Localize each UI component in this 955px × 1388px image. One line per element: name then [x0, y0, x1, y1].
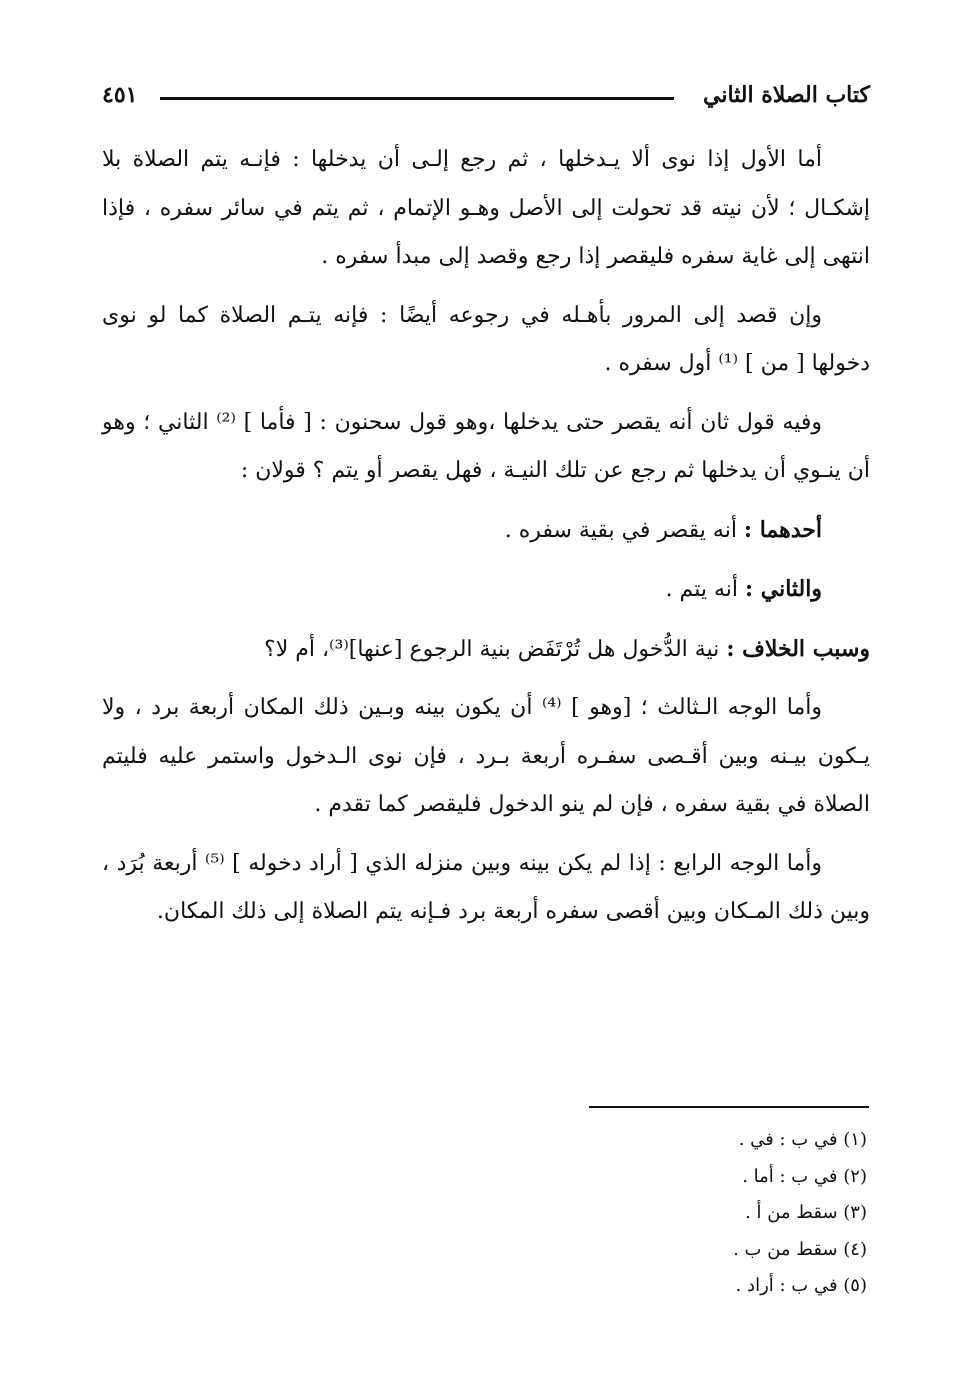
- footnote-3: (٣) سقط من أ .: [745, 1202, 867, 1223]
- page-number: ٤٥١: [102, 82, 138, 108]
- footnote-2: (٢) في ب : أما .: [742, 1165, 867, 1187]
- paragraph-4: [102, 506, 870, 556]
- paragraph-5-text: أنه يتم .: [665, 577, 745, 602]
- body-text: [102, 136, 870, 947]
- paragraph-1: أما الأول إذا نوى ألا يـدخلها ، ثم رجع إلـى أن يدخلها : فإنـه يتم الصلاة بلا إشكـال ؛ لأن نيته قد تحولت إلى الأصل وهـو الإتمام ، ثم يتم في سائر سفره ، فإذا انتهى إلى غاية سفره فليقصر إذا رجع وقصد إلى مبدأ سفره .: [102, 147, 870, 269]
- paragraph-3: وفيه قول ثان أنه يقصر حتى يدخلها ،وهو قول سحنون : [ فأما ] ⁽²⁾ الثاني ؛ وهو أن ينـوي أن يدخلها ثم رجع عن تلك النيـة ، فهل يقصر أو يتم ؟ قولان :: [102, 409, 870, 483]
- paragraph-5: [102, 565, 870, 615]
- paragraph-7: وأما الوجه الـثالث ؛ [وهو ] ⁽⁴⁾ أن يكون بينه وبـين ذلك المكان أربعة برد ، ولا يـكون بيـنه وبين أقـصى سفـره أربعة بـرد ، فإن نوى الـدخول واستمر عليه فليتم الصلاة في بقية سفره ، فإن لم ينو الدخول فليقصر كما تقدم .: [102, 695, 870, 817]
- footnote-5: (٥) في ب : أراد .: [735, 1275, 867, 1296]
- paragraph-6: [102, 625, 870, 675]
- running-title: كتاب الصلاة الثاني: [702, 82, 870, 108]
- paragraph-4-text: أنه يقصر في بقية سفره .: [504, 517, 744, 543]
- footnote-4: (٤) سقط من ب .: [733, 1238, 867, 1260]
- paragraph-5-label: والثاني :: [744, 576, 822, 602]
- footnotes: [467, 1122, 867, 1305]
- paragraph-6-text: نية الدُّخول هل تُرْتَفَض بنية الرجوع [عنها]⁽³⁾، أم لا؟: [264, 636, 727, 662]
- paragraph-8: وأما الوجه الرابع : إذا لم يكن بينه وبين منزله الذي [ أراد دخوله ] ⁽⁵⁾ أربعة بُرَد ، وبين ذلك المـكان وبين أقصى سفره أربعة برد فـإنه يتم الصلاة إلى ذلك المكان.: [102, 850, 870, 924]
- footnote-rule: [589, 1106, 869, 1108]
- header-rule: [160, 97, 674, 100]
- paragraph-2: وإن قصد إلى المرور بأهـله في رجوعه أيضًا : فإنه يتـم الصلاة كما لو نوى دخولها [ من ] ⁽¹⁾ أول سفره .: [102, 302, 870, 376]
- paragraph-6-label: وسبب الخلاف :: [726, 635, 870, 662]
- page-header: [102, 78, 870, 118]
- footnote-1: (١) في ب : في .: [738, 1129, 867, 1150]
- paragraph-4-label: أحدهما :: [743, 516, 822, 543]
